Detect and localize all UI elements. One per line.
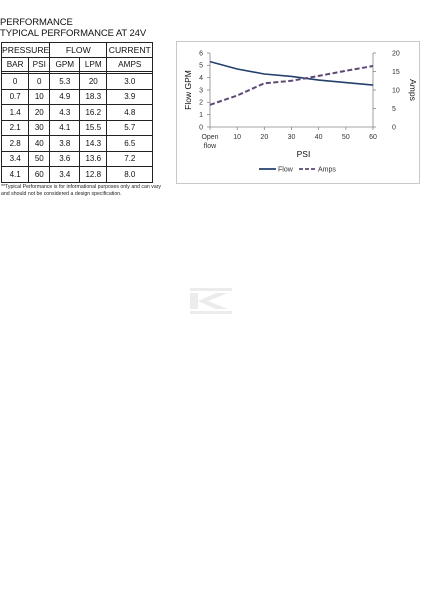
cell-lpm: 18.3	[80, 89, 107, 105]
brand-logo	[190, 288, 232, 319]
cell-psi: 10	[29, 89, 50, 105]
cell-lpm: 20	[80, 74, 107, 90]
cell-amps: 5.7	[107, 120, 153, 136]
table-row	[2, 120, 153, 136]
x-tick-label: 20	[260, 134, 269, 141]
table-row	[2, 151, 153, 167]
cell-psi: 30	[29, 120, 50, 136]
x-tick-label: Open	[201, 134, 219, 141]
cell-amps: 4.8	[107, 105, 153, 121]
table-row	[2, 136, 153, 152]
cell-psi: 50	[29, 151, 50, 167]
y-tick-label: 6	[199, 50, 203, 58]
cell-lpm: 16.2	[80, 105, 107, 121]
cell-bar: 4.1	[2, 167, 29, 183]
x-tick-label: 60	[369, 134, 377, 141]
y-tick-label: 3	[199, 87, 203, 95]
table-row	[2, 74, 153, 90]
performance-table	[1, 42, 153, 183]
group-header-current: CURRENT	[107, 43, 153, 58]
cell-lpm: 12.8	[80, 167, 107, 183]
y2-tick-label: 0	[392, 124, 396, 132]
cell-bar: 1.4	[2, 105, 29, 121]
column-header-gpm: GPM	[50, 58, 80, 72]
y-axis-title: Flow GPM	[183, 70, 193, 110]
chart-svg	[177, 42, 419, 183]
column-header-lpm: LPM	[80, 58, 107, 72]
series-line-amps	[210, 66, 373, 105]
column-header-psi: PSI	[29, 58, 50, 72]
y-tick-label: 5	[199, 62, 203, 70]
cell-psi: 40	[29, 136, 50, 152]
table-row	[2, 167, 153, 183]
y-tick-label: 0	[199, 124, 203, 132]
cell-bar: 2.1	[2, 120, 29, 136]
cell-bar: 0.7	[2, 89, 29, 105]
y2-tick-label: 15	[392, 68, 400, 76]
x-tick-label: 30	[287, 134, 296, 141]
y2-tick-label: 5	[392, 105, 396, 113]
y2-tick-label: 10	[392, 87, 400, 95]
heading-typical-performance: TYPICAL PERFORMANCE AT 24V	[0, 28, 147, 39]
y-tick-label: 2	[199, 99, 203, 107]
heading-performance: PERFORMANCE	[0, 17, 73, 28]
cell-psi: 60	[29, 167, 50, 183]
cell-gpm: 3.6	[50, 151, 80, 167]
cell-psi: 20	[29, 105, 50, 121]
cell-lpm: 15.5	[80, 120, 107, 136]
legend-label-amps: Amps	[318, 166, 336, 174]
cell-gpm: 4.1	[50, 120, 80, 136]
cell-gpm: 4.9	[50, 89, 80, 105]
x-tick-label: 10	[233, 134, 242, 141]
x-tick-label: 40	[314, 134, 323, 141]
cell-lpm: 14.3	[80, 136, 107, 152]
y-tick-label: 4	[199, 75, 203, 83]
cell-bar: 3.4	[2, 151, 29, 167]
y-tick-label: 1	[199, 112, 203, 120]
group-header-pressure: PRESSURE	[2, 43, 50, 58]
cell-bar: 0	[2, 74, 29, 90]
footnote: **Typical Performance is for informational purposes only and can vary and should not be considered a design specification.	[1, 184, 162, 197]
cell-amps: 7.2	[107, 151, 153, 167]
cell-gpm: 3.8	[50, 136, 80, 152]
group-header-flow: FLOW	[50, 43, 107, 58]
cell-amps: 6.5	[107, 136, 153, 152]
x-tick-label: 50	[341, 134, 350, 141]
legend-label-flow: Flow	[278, 166, 293, 174]
cell-gpm: 4.3	[50, 105, 80, 121]
table-row	[2, 89, 153, 105]
cell-lpm: 13.6	[80, 151, 107, 167]
column-header-bar: BAR	[2, 58, 29, 72]
cell-gpm: 3.4	[50, 167, 80, 183]
cell-bar: 2.8	[2, 136, 29, 152]
y2-tick-label: 20	[392, 50, 400, 58]
cell-amps: 3.9	[107, 89, 153, 105]
logo-mark	[190, 288, 232, 314]
table-row	[2, 105, 153, 121]
cell-psi: 0	[29, 74, 50, 90]
column-header-amps: AMPS	[107, 58, 153, 72]
performance-chart	[176, 41, 420, 184]
cell-amps: 3.0	[107, 74, 153, 90]
x-axis-title: PSI	[296, 149, 311, 159]
cell-amps: 8.0	[107, 167, 153, 183]
y2-axis-title: Amps	[408, 79, 418, 101]
cell-gpm: 5.3	[50, 74, 80, 90]
x-tick-label: flow	[203, 143, 217, 150]
